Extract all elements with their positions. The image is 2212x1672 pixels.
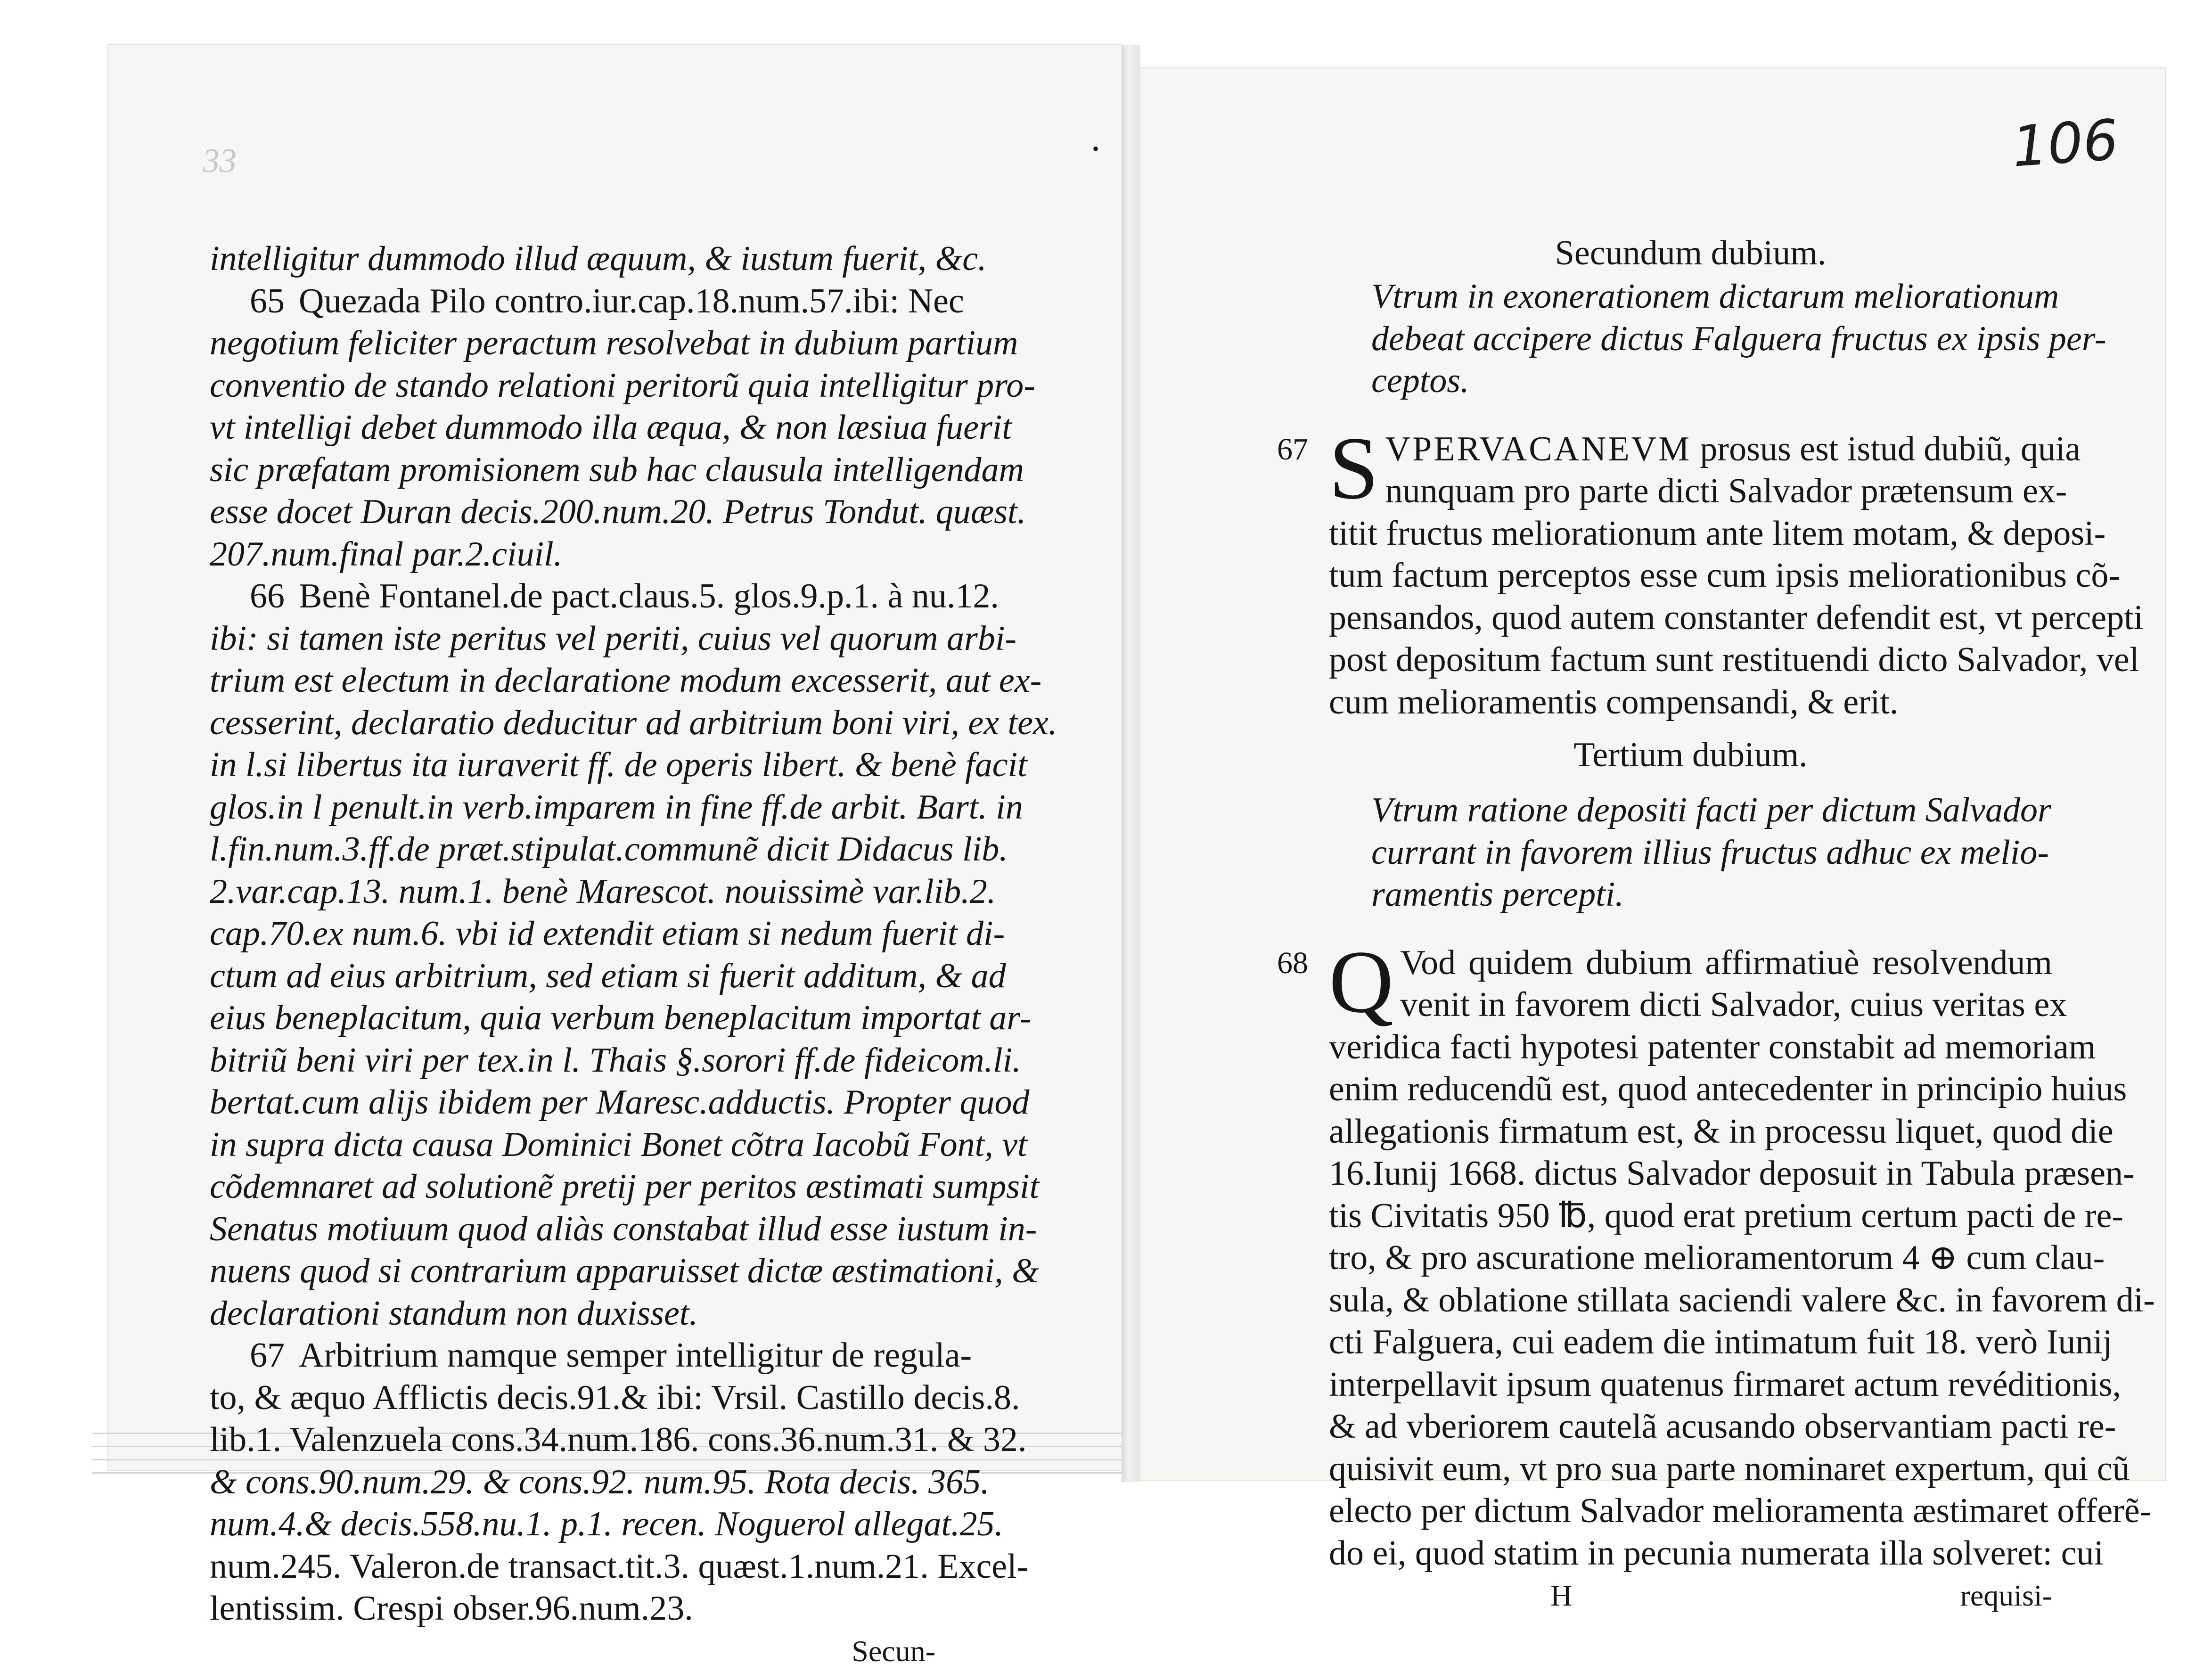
paragraph-number: 67 bbox=[1277, 428, 1308, 471]
text-line: tum factum perceptos esse cum ipsis meliorationibus cõ- bbox=[1329, 555, 2052, 597]
text-line: cõdemnaret ad solutionẽ pretij per peritos æstimati sumpsit bbox=[210, 1166, 935, 1208]
catchword: requisi- bbox=[1960, 1574, 2053, 1617]
text-line: cap.70.ex num.6. vbi id extendit etiam si nedum fuerit di- bbox=[210, 913, 935, 955]
text-line: sic præfatam promisionem sub hac clausula intelligendam bbox=[210, 449, 935, 492]
text-line: 2.var.cap.13. num.1. benè Marescot. nouissimè var.lib.2. bbox=[210, 871, 935, 913]
question-line: Vtrum in exonerationem dictarum meliorationum bbox=[1329, 276, 2052, 318]
question-line: Vtrum ratione depositi facti per dictum Salvador bbox=[1329, 789, 2052, 832]
text-line: cum melioramentis compensandi, & erit. bbox=[1329, 681, 2052, 724]
text-line: Senatus motiuum quod aliàs constabat illud esse iustum in- bbox=[210, 1208, 935, 1251]
text-line: conventio de stando relationi peritorũ quia intelligitur pro- bbox=[210, 365, 935, 407]
text-line: cti Falguera, cui eadem die intimatum fuit 18. verò Iunij bbox=[1329, 1321, 2052, 1364]
text-line: lentissim. Crespi obser.96.num.23. bbox=[210, 1588, 935, 1630]
text-line: ibi: si tamen iste peritus vel periti, cuius vel quorum arbi- bbox=[210, 618, 935, 660]
text-line: & ad vberiorem cautelã acusando observantiam pacti re- bbox=[1329, 1406, 2052, 1448]
text-line: l.fin.num.3.ff.de præt.stipulat.communẽ dicit Didacus lib. bbox=[210, 828, 935, 871]
paragraph-number: 67 bbox=[250, 1335, 285, 1377]
text-line: esse docet Duran decis.200.num.20. Petrus Tondut. quæst. bbox=[210, 491, 935, 533]
right-column-text bbox=[1329, 231, 2052, 1617]
text-line: VPERVACANEVM prosus est istud dubiũ, quia bbox=[1329, 428, 2052, 471]
text-line: Vod quidem dubium affirmatiuè resolvendum bbox=[1329, 942, 2052, 984]
paragraph-number: 65 bbox=[250, 280, 285, 323]
text-line: tis Civitatis 950 ℔, quod erat pretium certum pacti de re- bbox=[1329, 1195, 2052, 1238]
text-line: in l.si libertus ita iuraverit ff. de operis libert. & benè facit bbox=[210, 744, 935, 787]
left-column-text bbox=[210, 238, 935, 1672]
text-line: 66 Benè Fontanel.de pact.claus.5. glos.9.p.1. à nu.12. bbox=[210, 575, 935, 618]
signature-mark: H bbox=[1550, 1574, 1572, 1617]
text-line: tro, & pro ascuratione melioramentorum 4 ⊕ cum clau- bbox=[1329, 1237, 2052, 1279]
book-gutter bbox=[1122, 45, 1140, 1482]
catchword: Secun- bbox=[210, 1630, 935, 1672]
text-line: num.245. Valeron.de transact.tit.3. quæst.1.num.21. Excel- bbox=[210, 1546, 935, 1588]
text-line: glos.in l penult.in verb.imparem in fine ff.de arbit. Bart. in bbox=[210, 787, 935, 829]
question-line: ramentis percepti. bbox=[1329, 874, 2052, 916]
text-line: lib.1. Valenzuela cons.34.num.186. cons.36.num.31. & 32. bbox=[210, 1419, 935, 1461]
text-line: bitriũ beni viri per tex.in l. Thais §.sorori ff.de fideicom.li. bbox=[210, 1040, 935, 1082]
text-line: 207.num.final par.2.ciuil. bbox=[210, 533, 935, 576]
text-line: nuens quod si contrarium apparuisset dictæ æstimationi, & bbox=[210, 1250, 935, 1293]
text-line: post depositum factum sunt restituendi dicto Salvador, vel bbox=[1329, 639, 2052, 681]
paragraph-68 bbox=[1329, 942, 2052, 1575]
handwritten-folio-number: 106 bbox=[2010, 107, 2120, 179]
section-heading: Secundum dubium. bbox=[1329, 231, 2052, 276]
question-line: debeat accipere dictus Falguera fructus ex ipsis per- bbox=[1329, 318, 2052, 361]
text-line: vt intelligi debet dummodo illa æqua, & non læsiua fuerit bbox=[210, 407, 935, 449]
text-line: trium est electum in declaratione modum excesserit, aut ex- bbox=[210, 660, 935, 702]
text-line: declarationi standum non duxisset. bbox=[210, 1293, 935, 1335]
ink-dot: • bbox=[1092, 138, 1099, 160]
text-line: interpellavit ipsum quatenus firmaret actum revéditionis, bbox=[1329, 1364, 2052, 1406]
text-line: do ei, quod statim in pecunia numerata illa solveret: cui bbox=[1329, 1533, 2052, 1575]
question-line: ceptos. bbox=[1329, 360, 2052, 402]
page-footer bbox=[1329, 1574, 2052, 1617]
text-line: sula, & oblatione stillata saciendi valere &c. in favorem di- bbox=[1329, 1279, 2052, 1322]
text-line: venit in favorem dicti Salvador, cuius veritas ex bbox=[1329, 984, 2052, 1026]
text-line: & cons.90.num.29. & cons.92. num.95. Rota decis. 365. bbox=[210, 1461, 935, 1504]
text-line: negotium feliciter peractum resolvebat in dubium partium bbox=[210, 322, 935, 365]
text-line: quisivit eum, vt pro sua parte nominaret expertum, qui cũ bbox=[1329, 1448, 2052, 1491]
text-line: 67 Arbitrium namque semper intelligitur de regula- bbox=[210, 1335, 935, 1377]
drop-capital: Q bbox=[1329, 947, 1393, 1017]
text-line: titit fructus meliorationum ante litem motam, & deposi- bbox=[1329, 513, 2052, 555]
text-line: to, & æquo Afflictis decis.91.& ibi: Vrsil. Castillo decis.8. bbox=[210, 1377, 935, 1419]
text-line: eius beneplacitum, quia verbum beneplacitum importat ar- bbox=[210, 997, 935, 1040]
paragraph-number: 68 bbox=[1277, 942, 1308, 984]
text-line: num.4.& decis.558.nu.1. p.1. recen. Noguerol allegat.25. bbox=[210, 1503, 935, 1546]
text-line: electo per dictum Salvador melioramenta æstimaret offerẽ- bbox=[1329, 1490, 2052, 1533]
text-line: allegationis firmatum est, & in processu liquet, quod die bbox=[1329, 1111, 2052, 1153]
text-line: 65 Quezada Pilo contro.iur.cap.18.num.57.ibi: Nec bbox=[210, 280, 935, 323]
question-line: currant in favorem illius fructus adhuc ex melio- bbox=[1329, 832, 2052, 874]
text-line: in supra dicta causa Dominici Bonet cõtra Iacobũ Font, vt bbox=[210, 1124, 935, 1166]
text-line: enim reducendũ est, quod antecedenter in principio huius bbox=[1329, 1068, 2052, 1111]
section-heading: Tertium dubium. bbox=[1329, 733, 2052, 778]
text-line: ctum ad eius arbitrium, sed etiam si fuerit additum, & ad bbox=[210, 955, 935, 998]
text-line: intelligitur dummodo illud æquum, & iustum fuerit, &c. bbox=[210, 238, 935, 280]
drop-capital: S bbox=[1329, 433, 1379, 504]
text-line: cesserint, declaratio deducitur ad arbitrium boni viri, ex tex. bbox=[210, 702, 935, 745]
ghost-folio-number: 33 bbox=[203, 141, 237, 180]
text-line: 16.Iunij 1668. dictus Salvador deposuit in Tabula præsen- bbox=[1329, 1153, 2052, 1195]
text-line: bertat.cum alijs ibidem per Maresc.adductis. Propter quod bbox=[210, 1082, 935, 1124]
paragraph-67 bbox=[1329, 428, 2052, 724]
text-line: veridica facti hypotesi patenter constabit ad memoriam bbox=[1329, 1026, 2052, 1069]
text-line: nunquam pro parte dicti Salvador prætensum ex- bbox=[1329, 470, 2052, 513]
text-line: pensandos, quod autem constanter defendit est, vt percepti bbox=[1329, 597, 2052, 639]
paragraph-number: 66 bbox=[250, 575, 285, 618]
